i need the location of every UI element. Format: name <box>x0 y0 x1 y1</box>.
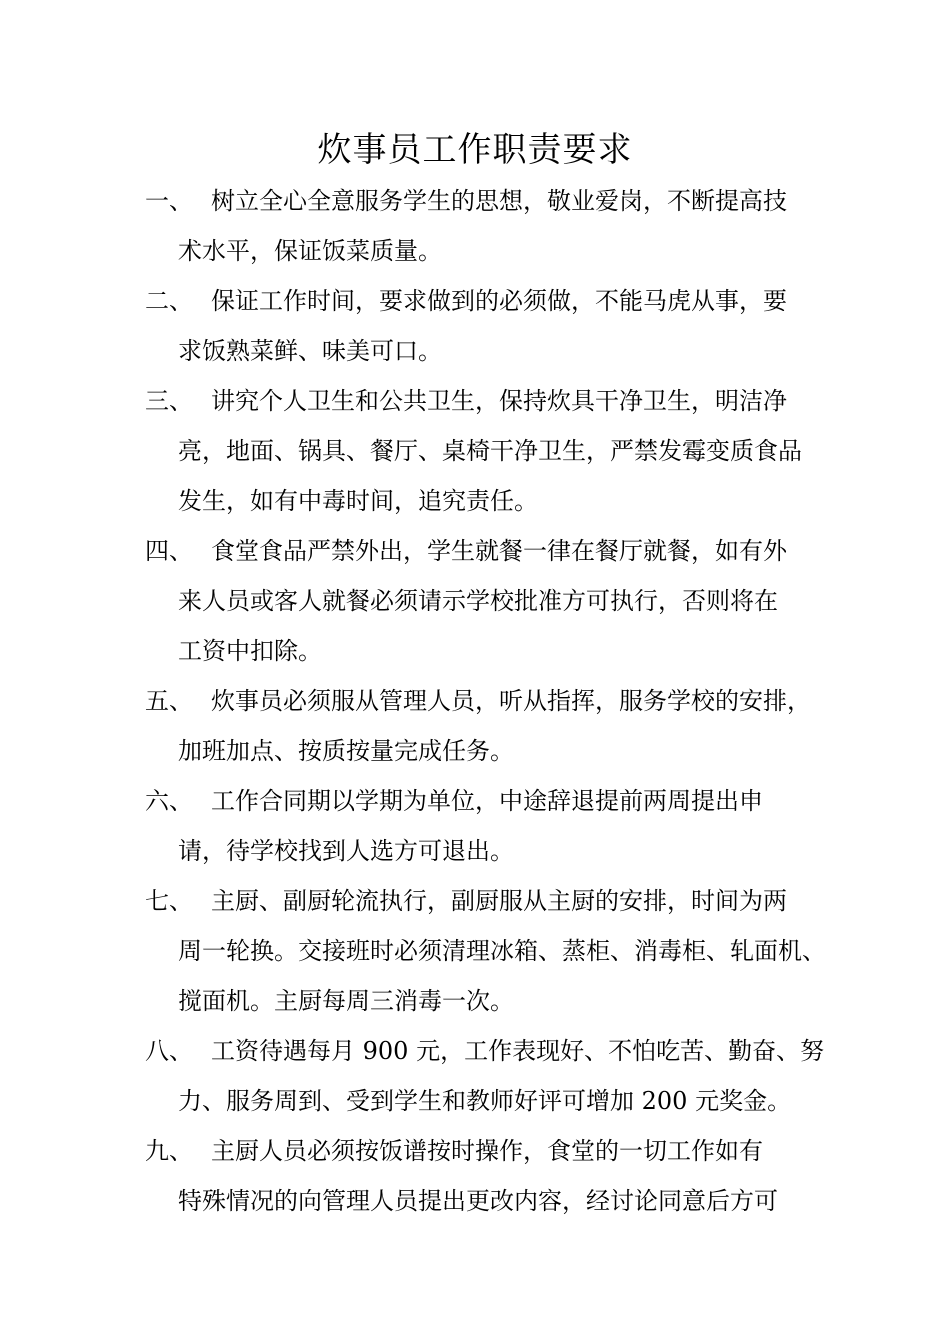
duty-item-number: 四、 <box>145 537 193 565</box>
duty-item-number: 六、 <box>145 787 193 815</box>
duty-item <box>145 526 835 676</box>
duty-item-text-line: 求饭熟菜鲜、味美可口。 <box>178 337 442 365</box>
duty-item-text-line: 术水平，保证饭菜质量。 <box>178 237 442 265</box>
document-title: 炊事员工作职责要求 <box>317 130 633 170</box>
duty-item <box>145 376 835 526</box>
duty-item-text-line: 树立全心全意服务学生的思想，敬业爱岗，不断提高技 <box>211 187 787 215</box>
duty-item <box>145 876 835 1026</box>
duty-item-text-line: 炊事员必须服从管理人员，听从指挥，服务学校的安排， <box>211 687 811 715</box>
duty-item-text-line: 请，待学校找到人选方可退出。 <box>178 837 514 865</box>
duty-item-number: 五、 <box>145 687 193 715</box>
duty-item-number: 八、 <box>145 1037 193 1065</box>
duty-item-text-line: 来人员或客人就餐必须请示学校批准方可执行，否则将在 <box>178 587 778 615</box>
duty-item-number: 七、 <box>145 887 193 915</box>
duty-item-number: 三、 <box>145 387 193 415</box>
duty-item-text-line: 力、服务周到、受到学生和教师好评可增加 200 元奖金。 <box>178 1087 792 1115</box>
duty-item <box>145 776 835 876</box>
duty-item-text-line: 周一轮换。交接班时必须清理冰箱、蒸柜、消毒柜、轧面机、 <box>178 937 826 965</box>
duty-item <box>145 676 835 776</box>
duty-list <box>145 176 835 1226</box>
duty-item-number: 九、 <box>145 1137 193 1165</box>
duty-item-text-line: 主厨、副厨轮流执行，副厨服从主厨的安排，时间为两 <box>211 887 787 915</box>
duty-item-text-line: 食堂食品严禁外出，学生就餐一律在餐厅就餐，如有外 <box>211 537 787 565</box>
duty-item-text-line: 发生，如有中毒时间，追究责任。 <box>178 487 538 515</box>
duty-item <box>145 1026 835 1126</box>
duty-item-text-line: 工作合同期以学期为单位，中途辞退提前两周提出申 <box>211 787 763 815</box>
duty-item-number: 一、 <box>145 187 193 215</box>
duty-item <box>145 1126 835 1226</box>
duty-item <box>145 176 835 276</box>
duty-item-text-line: 讲究个人卫生和公共卫生，保持炊具干净卫生，明洁净 <box>211 387 787 415</box>
duty-item-text-line: 加班加点、按质按量完成任务。 <box>178 737 514 765</box>
duty-item-text-line: 亮，地面、锅具、餐厅、桌椅干净卫生，严禁发霉变质食品 <box>178 437 802 465</box>
duty-item-text-line: 特殊情况的向管理人员提出更改内容，经讨论同意后方可 <box>178 1187 778 1215</box>
duty-item <box>145 276 835 376</box>
duty-item-text-line: 主厨人员必须按饭谱按时操作，食堂的一切工作如有 <box>211 1137 763 1165</box>
duty-item-number: 二、 <box>145 287 193 315</box>
duty-item-text-line: 保证工作时间，要求做到的必须做，不能马虎从事，要 <box>211 287 787 315</box>
duty-item-text-line: 工资待遇每月 900 元，工作表现好、不怕吃苦、勤奋、努 <box>211 1037 825 1065</box>
duty-item-text-line: 工资中扣除。 <box>178 637 322 665</box>
duty-item-text-line: 搅面机。主厨每周三消毒一次。 <box>178 987 514 1015</box>
